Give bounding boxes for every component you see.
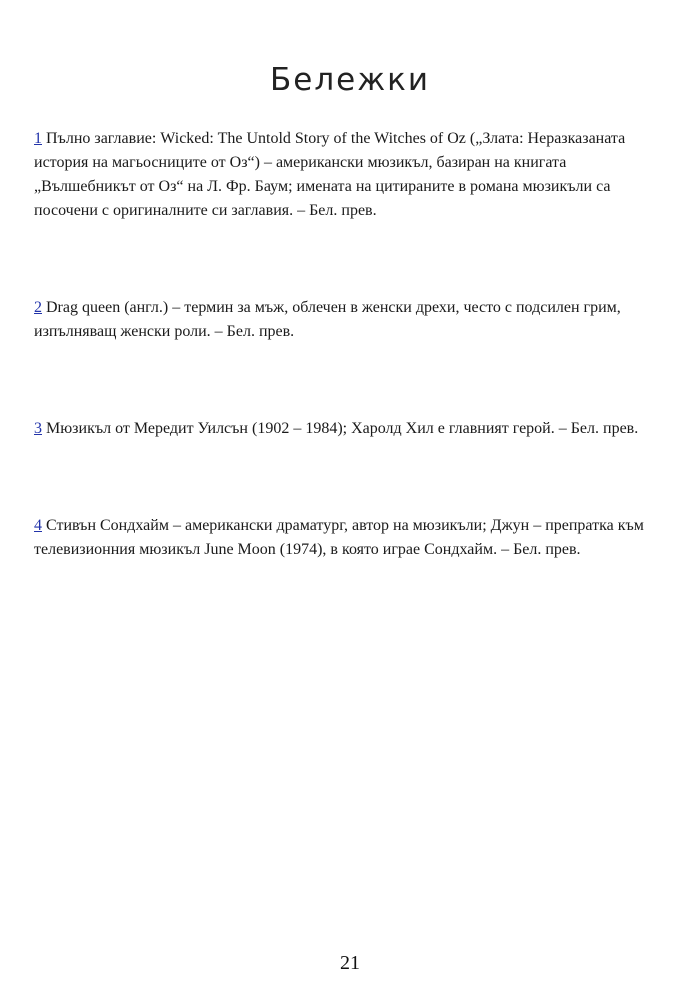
note-ref-link[interactable]: 2 (34, 299, 42, 316)
page-number: 21 (340, 952, 360, 974)
note-text: Пълно заглавие: Wicked: The Untold Story of the Witches of Oz („Злата: Неразказаната история на магьосниците от Оз“) – американски мюзикъл, базиран на книгата „Вълшебникът от Оз“ на Л. Фр. Баум; имената на цитираните в романа мюзикъли са посочени с оригиналните си заглавия. – Бел. прев. (34, 130, 626, 219)
notes-list (34, 127, 664, 635)
note-ref-link[interactable]: 4 (34, 517, 42, 534)
note-item (34, 417, 664, 441)
note-text: Drag queen (англ.) – термин за мъж, облечен в женски дрехи, често с подсилен грим, изпълняващ женски роли. – Бел. прев. (34, 299, 621, 340)
note-ref-link[interactable]: 1 (34, 130, 42, 147)
note-item (34, 296, 664, 344)
note-item (34, 514, 664, 562)
page-title: Бележки (269, 62, 431, 98)
note-item (34, 127, 664, 223)
note-text: Стивън Сондхайм – американски драматург, автор на мюзикъли; Джун – препратка към телевизионния мюзикъл June Moon (1974), в която играе Сондхайм. – Бел. прев. (34, 517, 644, 558)
note-text: Мюзикъл от Мередит Уилсън (1902 – 1984); Харолд Хил е главният герой. – Бел. прев. (42, 420, 639, 437)
note-ref-link[interactable]: 3 (34, 420, 42, 437)
